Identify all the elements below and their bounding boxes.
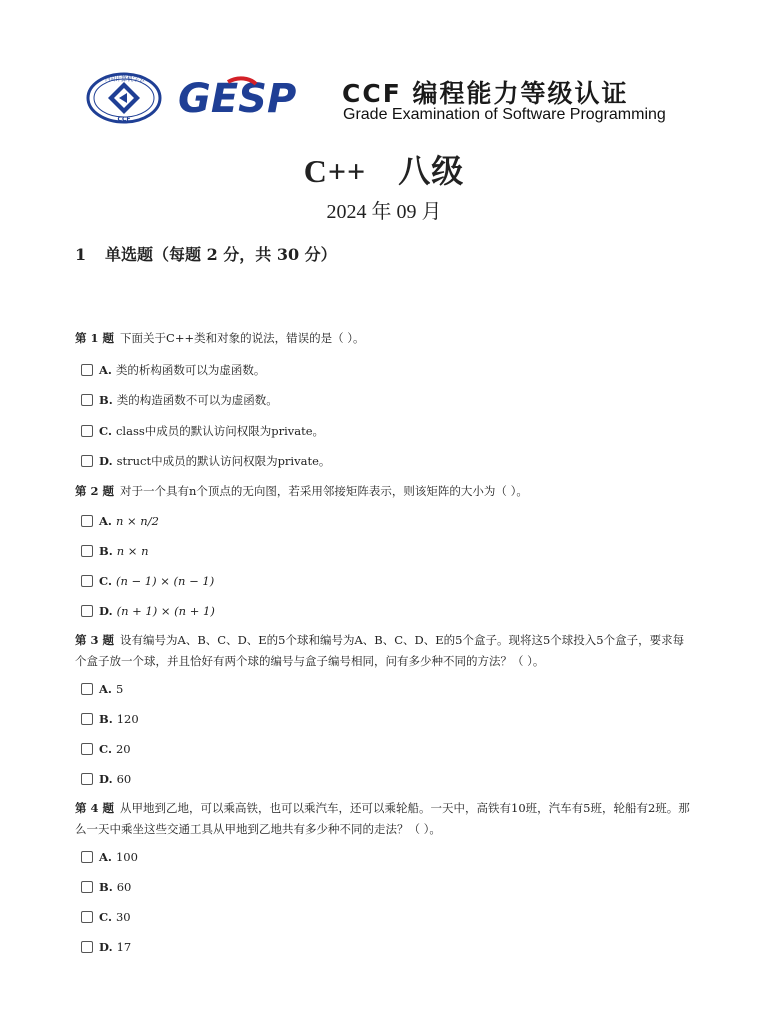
- checkbox[interactable]: [81, 683, 93, 695]
- seal-text: 中国计算机学会: [102, 76, 146, 83]
- checkbox[interactable]: [81, 545, 93, 557]
- option-text: class中成员的默认访问权限为private。: [115, 424, 325, 438]
- question-4-option-c[interactable]: [81, 909, 131, 925]
- question-1: [75, 328, 695, 349]
- question-text: 从甲地到乙地，可以乘高铁，也可以乘汽车，还可以乘轮船。一天中，高铁有10班，汽车有5班，轮船有2班。那么一天中乘坐这些交通工具从甲地到乙地共有多少种不同的走法？（ ）。: [75, 801, 690, 836]
- seal-sub: CCF: [117, 116, 131, 123]
- option-text: n × n/2: [115, 514, 159, 528]
- option-text: 60: [116, 880, 132, 894]
- gesp-logo-text: GESP: [178, 76, 297, 120]
- question-3-option-b[interactable]: [81, 711, 139, 727]
- question-1-option-c[interactable]: [81, 423, 324, 439]
- checkbox[interactable]: [81, 425, 93, 437]
- question-label: 第 4 题: [75, 801, 115, 815]
- question-4-option-d[interactable]: [81, 939, 131, 955]
- checkbox[interactable]: [81, 605, 93, 617]
- option-text: 20: [115, 742, 131, 756]
- option-text: 类的构造函数不可以为虚函数。: [116, 393, 278, 407]
- checkbox[interactable]: [81, 713, 93, 725]
- checkbox[interactable]: [81, 911, 93, 923]
- option-text: 60: [116, 772, 132, 786]
- option-key: C.: [99, 742, 112, 756]
- option-key: C.: [99, 574, 112, 588]
- question-3: [75, 630, 695, 672]
- question-2: [75, 481, 695, 502]
- exam-language: C++: [303, 153, 367, 189]
- option-text: n × n: [116, 544, 149, 558]
- checkbox[interactable]: [81, 575, 93, 587]
- option-key: A.: [99, 682, 112, 696]
- question-1-option-b[interactable]: [81, 392, 278, 408]
- option-key: C.: [99, 910, 112, 924]
- option-key: D.: [99, 772, 113, 786]
- option-text: 17: [116, 940, 132, 954]
- option-text: 5: [115, 682, 124, 696]
- checkbox[interactable]: [81, 364, 93, 376]
- exam-level: 八级: [398, 153, 465, 189]
- checkbox[interactable]: [81, 455, 93, 467]
- question-4: [75, 798, 695, 840]
- question-3-option-c[interactable]: [81, 741, 131, 757]
- option-text: (n − 1) × (n − 1): [115, 574, 215, 588]
- option-key: D.: [99, 454, 113, 468]
- exam-date: 2024 年 09 月: [326, 201, 442, 223]
- question-label: 第 3 题: [75, 633, 115, 647]
- option-key: D.: [99, 604, 113, 618]
- question-3-option-d[interactable]: [81, 771, 131, 787]
- question-text: 下面关于C++类和对象的说法，错误的是（ ）。: [120, 331, 365, 345]
- checkbox[interactable]: [81, 881, 93, 893]
- question-4-option-a[interactable]: [81, 849, 138, 865]
- option-text: 类的析构函数可以为虚函数。: [115, 363, 266, 377]
- option-key: A.: [99, 363, 112, 377]
- question-2-option-d[interactable]: [81, 603, 215, 619]
- question-2-option-c[interactable]: [81, 573, 214, 589]
- question-1-option-d[interactable]: [81, 453, 330, 469]
- option-key: C.: [99, 424, 112, 438]
- question-1-option-a[interactable]: [81, 362, 265, 378]
- option-text: 100: [115, 850, 138, 864]
- checkbox[interactable]: [81, 851, 93, 863]
- question-label: 第 2 题: [75, 484, 115, 498]
- checkbox[interactable]: [81, 941, 93, 953]
- option-key: B.: [99, 880, 113, 894]
- question-text: 对于一个具有n个顶点的无向图，若采用邻接矩阵表示，则该矩阵的大小为（ ）。: [120, 484, 528, 498]
- option-key: A.: [99, 850, 112, 864]
- option-text: 120: [116, 712, 139, 726]
- question-2-option-a[interactable]: [81, 513, 159, 529]
- certification-subtitle: Grade Examination of Software Programming: [343, 106, 666, 123]
- checkbox[interactable]: [81, 743, 93, 755]
- option-key: A.: [99, 514, 112, 528]
- option-key: B.: [99, 393, 113, 407]
- option-text: struct中成员的默认访问权限为private。: [116, 454, 331, 468]
- question-4-option-b[interactable]: [81, 879, 131, 895]
- option-text: (n + 1) × (n + 1): [116, 604, 215, 618]
- ccf-seal-logo: [86, 72, 162, 124]
- question-label: 第 1 题: [75, 331, 115, 345]
- section-number: 1: [75, 245, 87, 264]
- section-title: 单选题（每题 2 分，共 30 分）: [105, 245, 337, 264]
- checkbox[interactable]: [81, 394, 93, 406]
- question-3-option-a[interactable]: [81, 681, 123, 697]
- option-key: B.: [99, 712, 113, 726]
- option-key: B.: [99, 544, 113, 558]
- option-key: D.: [99, 940, 113, 954]
- question-2-option-b[interactable]: [81, 543, 149, 559]
- gesp-logo: [176, 74, 322, 120]
- exam-title: [0, 146, 768, 192]
- option-text: 30: [115, 910, 131, 924]
- checkbox[interactable]: [81, 515, 93, 527]
- section-heading: [75, 242, 337, 265]
- certification-title: CCF 编程能力等级认证: [342, 79, 629, 108]
- question-text: 设有编号为A、B、C、D、E的5个球和编号为A、B、C、D、E的5个盒子。现将这5个球投入5个盒子，要求每个盒子放一个球，并且恰好有两个球的编号与盒子编号相同，问有多少种不同的方法？（ ）。: [75, 633, 685, 668]
- checkbox[interactable]: [81, 773, 93, 785]
